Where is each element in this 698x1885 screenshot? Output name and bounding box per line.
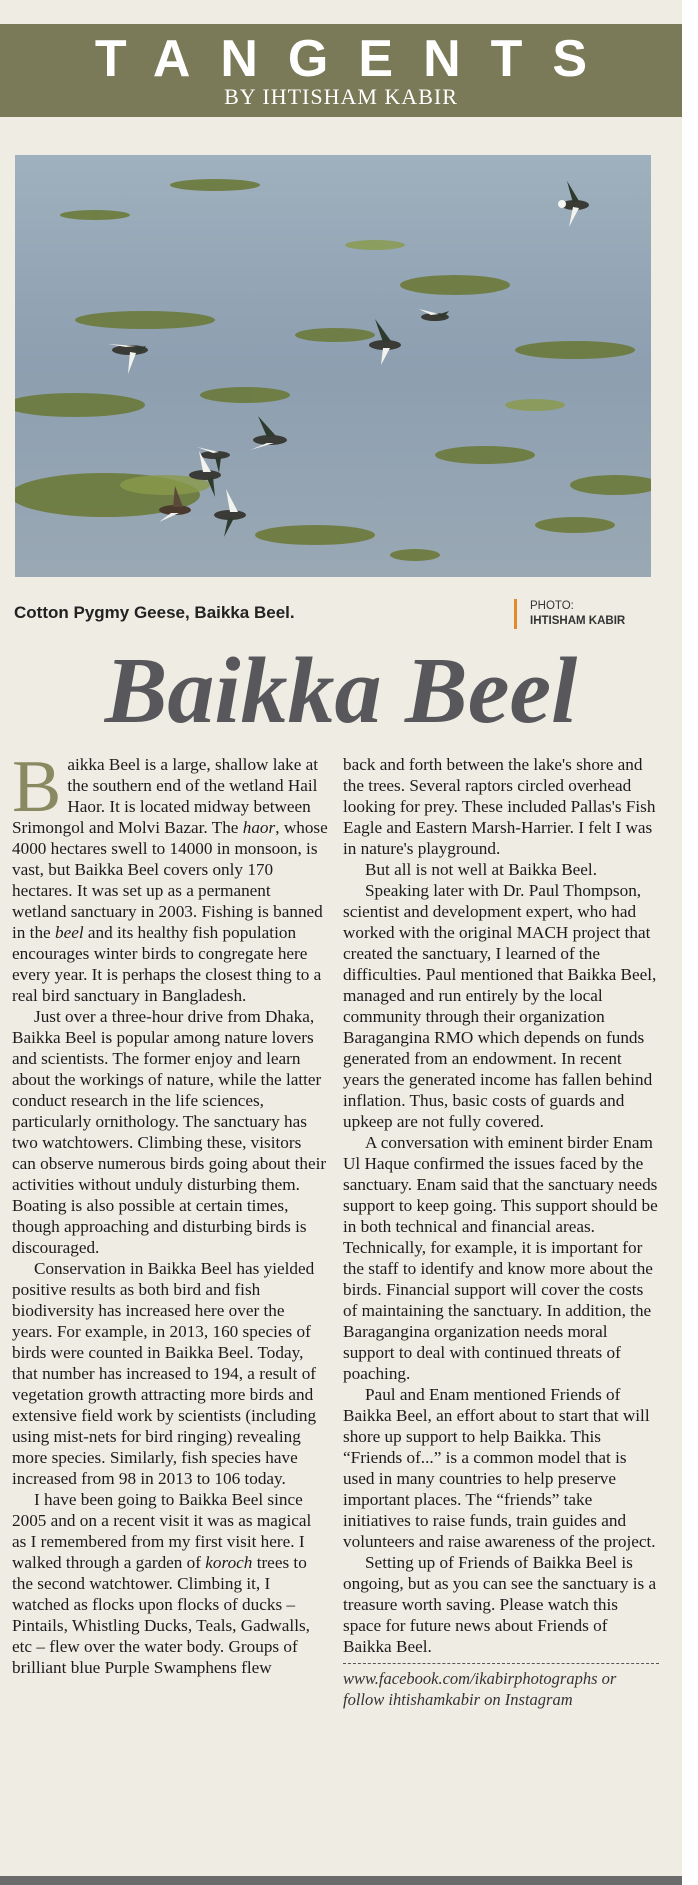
paragraph: Paul and Enam mentioned Friends of Baikka Beel, an effort about to start that will shore up support to help Baikka. This “Friends of...” is a common model that is used in many countries to help preserve important places. The “friends” take initiatives to raise funds, train guides and volunteers and raise awareness of the project. (343, 1385, 656, 1551)
column-title: TANGENTS (94, 30, 618, 88)
paragraph: But all is not well at Baikka Beel. (365, 860, 597, 879)
photo-credit (514, 599, 625, 629)
paragraph: Conservation in Baikka Beel has yielded positive results as both bird and fish biodiversity has increased here over the years. For example, in 2013, 160 species of birds were counted in Baikka Beel. Today, that number has increased to 194, a result of vegetation growth attracting more birds and extensive field work by scientists (including using mist-nets for bird ringing) revealing more species. Similarly, fish species have increased from 98 in 2013 to 106 today. (12, 1259, 317, 1488)
photo-credit-name: IHTISHAM KABIR (530, 615, 626, 627)
article-column-right (343, 754, 659, 1710)
column-byline: BY IHTISHAM KABIR (224, 84, 458, 109)
article-headline: Baikka Beel (104, 639, 578, 743)
photo-credit-label: PHOTO: (530, 600, 574, 612)
drop-cap: B (12, 746, 62, 828)
paragraph: Speaking later with Dr. Paul Thompson, scientist and development expert, who had worked with the original MACH project that created the sanctuary, I learned of the difficulties. Paul mentioned that Baikka Beel, managed and run entirely by the local community through their organization Baragangina RMO which depends on funds generated from an endowment. In recent years the generated income has fallen behind inflation. Thus, basic costs of guards and upkeep are not fully covered. (343, 881, 657, 1131)
article-column-left (12, 746, 328, 1678)
paragraph: Setting up of Friends of Baikka Beel is ongoing, but as you can see the sanctuary is a treasure worth saving. Please watch this space for future news about Friends of Baikka Beel. (343, 1553, 657, 1656)
lead-photo (15, 155, 651, 577)
masthead (0, 24, 682, 117)
paragraph: A conversation with eminent birder Enam Ul Haque confirmed the issues faced by the sanctuary. Enam said that the sanctuary needs support to keep going. This support should be in both technical and financial areas. Technically, for example, it is important for the staff to identify and know more about the birds. Financial support will cover the costs of maintaining the sanctuary. In addition, the Baragangina organization needs moral support to deal with continued threats of poaching. (343, 1133, 658, 1383)
paragraph: Just over a three-hour drive from Dhaka, Baikka Beel is popular among nature lovers and scientists. The former enjoy and learn about the workings of nature, while the latter conduct research in the life sciences, particularly ornithology. The sanctuary has two watchtowers. Climbing these, visitors can observe numerous birds going about their activities without unduly disturbing them. Boating is also possible at certain times, though approaching and disturbing birds is discouraged. (12, 1007, 327, 1257)
photo-caption: Cotton Pygmy Geese, Baikka Beel. (14, 603, 295, 622)
paragraph: I have been going to Baikka Beel since 2005 and on a recent visit it was as magical as I remembered from my first visit here. I walked through a garden of koroch trees to the second watchtower. Climbing it, I watched as flocks upon flocks of ducks – Pintails, Whistling Ducks, Teals, Gadwalls, etc – flew over the water body. Groups of brilliant blue Purple Swamphens flew (12, 1490, 312, 1677)
paragraph: back and forth between the lake's shore and the trees. Several raptors circled overhead looking for prey. These included Pallas's Fish Eagle and Eastern Marsh-Harrier. I felt I was in nature's playground. (343, 755, 656, 858)
author-social-note: www.facebook.com/ikabirphotographs or follow ihtishamkabir on Instagram (343, 1669, 617, 1709)
divider (343, 1663, 659, 1664)
bottom-bar (0, 1876, 682, 1885)
paragraph: Baikka Beel is a large, shallow lake at the southern end of the wetland Hail Haor. It is located midway between Srimongol and Molvi Bazar. The haor, whose 4000 hectares swell to 14000 in monsoon, is vast, but Baikka Beel covers only 170 hectares. It was set up as a permanent wetland sanctuary in 2003. Fishing is banned in the beel and its healthy fish population encourages winter birds to congregate here every year. It is perhaps the closest thing to a real bird sanctuary in Bangladesh. (12, 746, 328, 1005)
lead-photo-image (15, 155, 651, 577)
